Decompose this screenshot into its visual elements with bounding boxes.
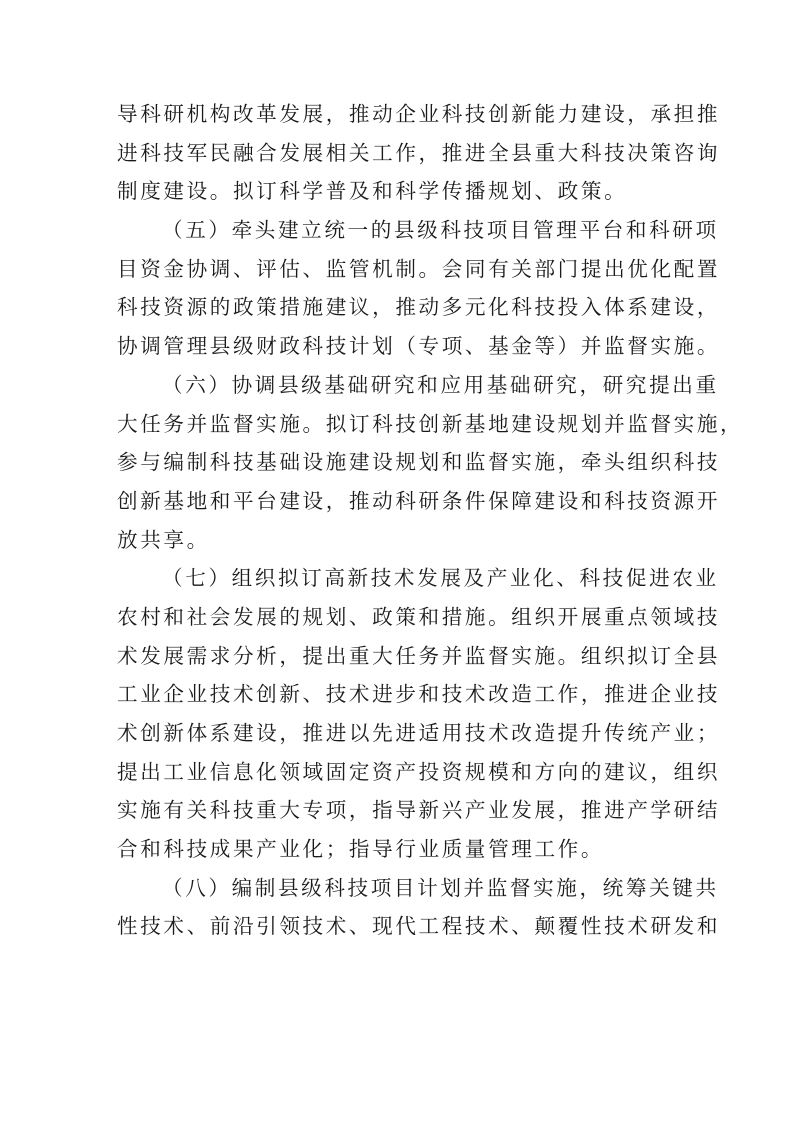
- text-line: 性技术、前沿引领技术、现代工程技术、颠覆性技术研发和: [117, 914, 721, 939]
- text-line: 参与编制科技基础设施建设规划和监督实施，牵头组织科技: [117, 450, 721, 475]
- body-text: [117, 95, 744, 946]
- text-line: 术发展需求分析，提出重大任务并监督实施。组织拟订全县: [117, 643, 721, 668]
- text-line: 合和科技成果产业化；指导行业质量管理工作。: [117, 837, 605, 862]
- text-line: 大任务并监督实施。拟订科技创新基地建设规划并监督实施，: [117, 411, 744, 436]
- paragraph-item-6: [117, 366, 744, 559]
- text-line: 科技资源的政策措施建议，推动多元化科技投入体系建设，: [117, 295, 721, 320]
- paragraph-continued: [117, 95, 721, 211]
- text-line: 目资金协调、评估、监管机制。会同有关部门提出优化配置: [117, 256, 721, 281]
- paragraph-item-5: [117, 211, 721, 366]
- text-line: （六）协调县级基础研究和应用基础研究，研究提出重: [162, 372, 719, 397]
- text-line: 术创新体系建设，推进以先进适用技术改造提升传统产业；: [117, 721, 721, 745]
- paragraph-item-7: [117, 559, 721, 869]
- paragraph-item-8: [117, 869, 721, 946]
- text-line: 工业企业技术创新、技术进步和技术改造工作，推进企业技: [117, 682, 721, 707]
- text-line: 实施有关科技重大专项，指导新兴产业发展，推进产学研结: [117, 798, 721, 823]
- text-line: 导科研机构改革发展，推动企业科技创新能力建设，承担推: [117, 102, 721, 126]
- text-line: 农村和社会发展的规划、政策和措施。组织开展重点领域技: [117, 604, 721, 629]
- text-line: （七）组织拟订高新技术发展及产业化、科技促进农业: [162, 566, 719, 591]
- text-line: 协调管理县级财政科技计划（专项、基金等）并监督实施。: [117, 334, 721, 359]
- text-line: 创新基地和平台建设，推动科研条件保障建设和科技资源开: [117, 488, 721, 513]
- text-line: 进科技军民融合发展相关工作，推进全县重大科技决策咨询: [117, 140, 721, 165]
- text-line: （五）牵头建立统一的县级科技项目管理平台和科研项: [162, 218, 719, 243]
- text-line: 提出工业信息化领域固定资产投资规模和方向的建议，组织: [117, 759, 721, 784]
- text-line: 制度建设。拟订科学普及和科学传播规划、政策。: [117, 179, 628, 204]
- text-line: （八）编制县级科技项目计划并监督实施，统筹关键共: [162, 875, 719, 900]
- text-line: 放共享。: [117, 527, 210, 552]
